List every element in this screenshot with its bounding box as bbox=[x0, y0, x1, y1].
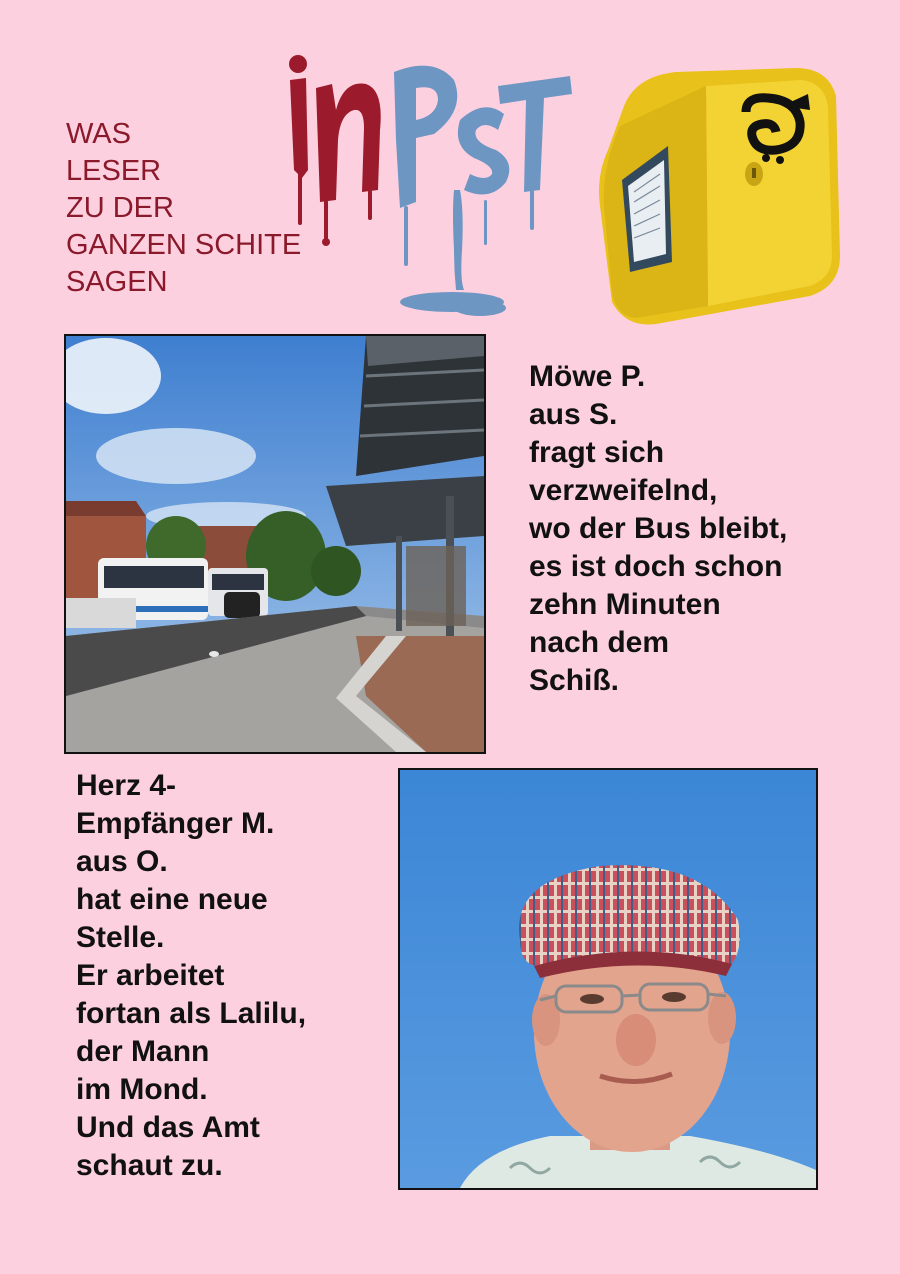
caption-man-story bbox=[76, 767, 306, 1185]
caption-line: Herz 4- bbox=[76, 769, 177, 802]
man-with-cap-photo bbox=[398, 768, 818, 1190]
caption-line: verzweifelnd, bbox=[529, 474, 718, 507]
caption-bus-story bbox=[529, 358, 787, 700]
intro-line: WAS bbox=[66, 118, 131, 150]
caption-line: fortan als Lalilu, bbox=[76, 997, 307, 1030]
caption-line: Er arbeitet bbox=[76, 959, 225, 992]
caption-line: Empfänger M. bbox=[76, 807, 275, 840]
caption-line: schaut zu. bbox=[76, 1149, 223, 1182]
in-post-graffiti-logo bbox=[284, 50, 574, 325]
intro-line: ZU DER bbox=[66, 192, 174, 224]
caption-line: wo der Bus bleibt, bbox=[529, 512, 788, 545]
caption-line: nach dem bbox=[529, 626, 670, 659]
caption-line: aus O. bbox=[76, 845, 168, 878]
caption-line: Stelle. bbox=[76, 921, 165, 954]
intro-line: GANZEN SCHITE bbox=[66, 229, 302, 261]
caption-line: fragt sich bbox=[529, 436, 665, 469]
intro-line: SAGEN bbox=[66, 266, 168, 298]
intro-line: LESER bbox=[66, 155, 162, 187]
caption-line: Möwe P. bbox=[529, 360, 646, 393]
caption-line: hat eine neue bbox=[76, 883, 268, 916]
bus-station-photo bbox=[64, 334, 486, 754]
caption-line: zehn Minuten bbox=[529, 588, 721, 621]
mailbox-image bbox=[596, 66, 844, 328]
caption-line: es ist doch schon bbox=[529, 550, 783, 583]
caption-line: der Mann bbox=[76, 1035, 210, 1068]
caption-line: im Mond. bbox=[76, 1073, 208, 1106]
caption-line: aus S. bbox=[529, 398, 618, 431]
caption-line: Schiß. bbox=[529, 664, 620, 697]
caption-line: Und das Amt bbox=[76, 1111, 260, 1144]
